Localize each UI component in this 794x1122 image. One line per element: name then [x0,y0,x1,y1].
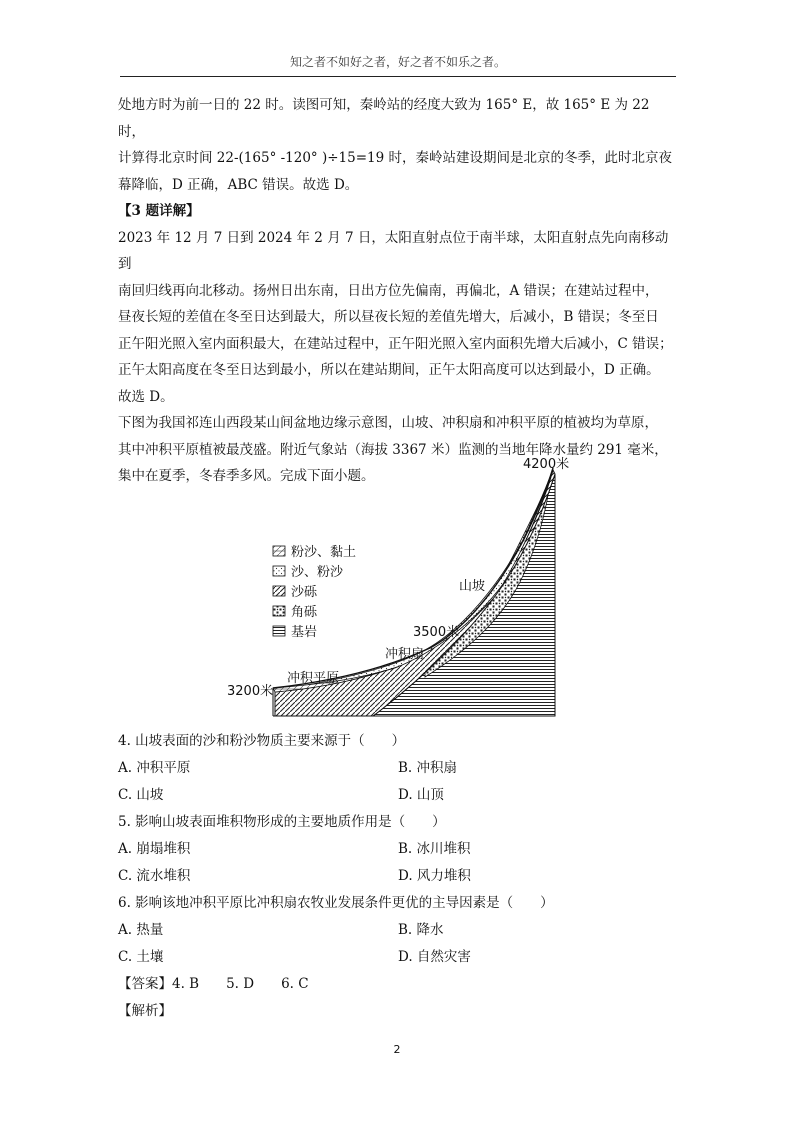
legend-label-gravel: 沙砾 [291,585,318,600]
material-line: 集中在夏季，冬春季多风。完成下面小题。 [118,468,375,484]
options-row [118,836,678,863]
elevation-label-3500: 3500米 [413,625,460,640]
option-6c: C. 土壤 [118,949,164,965]
q3-line: 正午阳光照入室内面积最大，在建站过程中，正午阳光照入室内面积先增大后减小，C 错误； [118,335,673,352]
legend-label-sand: 沙、粉沙 [291,565,344,580]
material-line: 下图为我国祁连山西段某山间盆地边缘示意图，山坡、冲积扇和冲积平原的植被均为草原， [118,415,658,431]
q3-line: 昼夜长短的差值在冬至日达到最大，所以昼夜长短的差值先增大，后减小，B 错误；冬至日 [118,309,659,325]
header-motto: 知之者不如好之者，好之者不如乐之者。 [289,55,506,69]
option-4d: D. 山顶 [398,787,444,803]
q3-line: 故选 D。 [118,388,174,405]
legend-label-breccia: 角砾 [291,605,318,620]
option-5b: B. 冰川堆积 [398,841,471,857]
body-text [118,92,678,490]
question-stem-5: 5. 影响山坡表面堆积物形成的主要地质作用是（ ） [118,814,446,830]
q3-line: 南回归线再向北移动。扬州日出东南，日出方位先偏南，再偏北，A 错误；在建站过程中， [118,282,659,299]
legend-label-clay: 粉沙、黏土 [291,545,357,560]
question-stem-6: 6. 影响该地冲积平原比冲积扇农牧业发展条件更优的主导因素是（ ） [118,895,554,911]
cross-section-figure [225,452,585,724]
answer-line: 【答案】4. B 5. D 6. C [118,976,309,992]
intro-line: 计算得北京时间 22-(165° -120° )÷15=19 时，秦岭站建设期间是北京的冬季，此时北京夜 [118,150,673,166]
elevation-label-4200: 4200米 [523,457,570,472]
intro-line: 处地方时为前一日的 22 时。读图可知，秦岭站的经度大致为 165° E，故 165° E 为 22 时， [118,97,650,140]
legend-label-bedrock: 基岩 [291,625,318,640]
option-4a: A. 冲积平原 [118,760,191,776]
legend-swatch-clay [273,546,285,556]
option-4c: C. 山坡 [118,787,164,803]
option-6d: D. 自然灾害 [398,949,471,965]
page-number: 2 [393,1043,401,1056]
questions [118,728,678,1025]
cross-section-diagram [225,452,585,724]
plain-label: 冲积平原 [287,671,340,686]
legend-swatch-breccia [273,606,285,616]
option-5a: A. 崩塌堆积 [118,841,191,857]
material-line: 其中冲积平原植被最茂盛。附近气象站（海拔 3367 米）监测的当地年降水量约 291 毫米， [118,441,668,458]
page-header [120,53,676,77]
option-5c: C. 流水堆积 [118,868,191,884]
option-6b: B. 降水 [398,922,444,938]
q3-line: 正午太阳高度在冬至日达到最小，所以在建站期间，正午太阳高度可以达到最小，D 正确。 [118,362,660,378]
options-row [118,944,678,971]
elevation-label-3200: 3200米 [227,684,274,699]
option-5d: D. 风力堆积 [398,868,471,884]
intro-line: 幕降临，D 正确，ABC 错误。故选 D。 [118,176,359,193]
option-4b: B. 冲积扇 [398,760,458,776]
options-row [118,755,678,782]
legend [273,544,356,640]
option-6a: A. 热量 [118,922,164,938]
options-row [118,863,678,890]
analysis-heading: 【解析】 [118,1003,172,1019]
options-row [118,917,678,944]
q3-line: 2023 年 12 月 7 日到 2024 年 2 月 7 日，太阳直射点位于南半球，太阳直射点先向南移动到 [118,229,669,272]
slope-label: 山坡 [459,579,486,594]
options-row [118,782,678,809]
legend-swatch-sand [273,566,285,576]
fan-label: 冲积扇 [385,647,425,662]
legend-swatch-bedrock [273,626,285,636]
q3-heading: 【3 题详解】 [118,203,200,219]
question-stem-4: 4. 山坡表面的沙和粉沙物质主要来源于（ ） [118,733,406,749]
legend-swatch-gravel [273,586,285,596]
